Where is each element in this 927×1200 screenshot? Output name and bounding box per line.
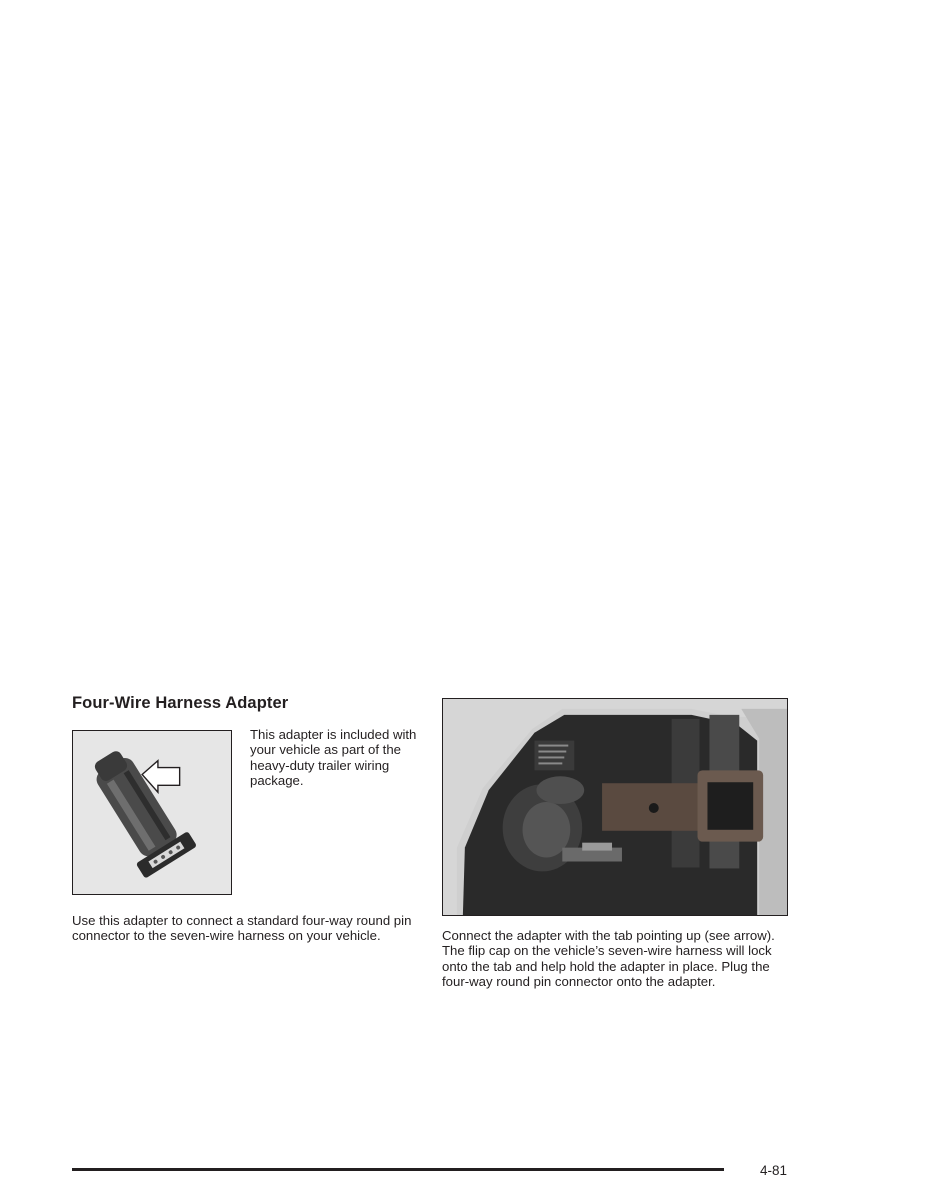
footer-rule bbox=[72, 1168, 724, 1171]
connect-paragraph: Connect the adapter with the tab pointing up (see arrow). The flip cap on the vehicle’s seven-wire harness will lock onto the tab and help hold the adapter in place. Plug the four-way round pin connector onto the adapter. bbox=[442, 928, 775, 989]
page-number: 4-81 bbox=[760, 1163, 788, 1178]
usage-paragraph: Use this adapter to connect a standard four-way round pin connector to the seven-wire harness on your vehicle. bbox=[72, 913, 412, 944]
hitch-photo bbox=[442, 698, 788, 916]
section-heading: Four-Wire Harness Adapter bbox=[72, 694, 289, 712]
adapter-illustration bbox=[72, 730, 232, 895]
intro-paragraph: This adapter is included with your vehicle as part of the heavy-duty trailer wiring package. bbox=[250, 727, 417, 788]
